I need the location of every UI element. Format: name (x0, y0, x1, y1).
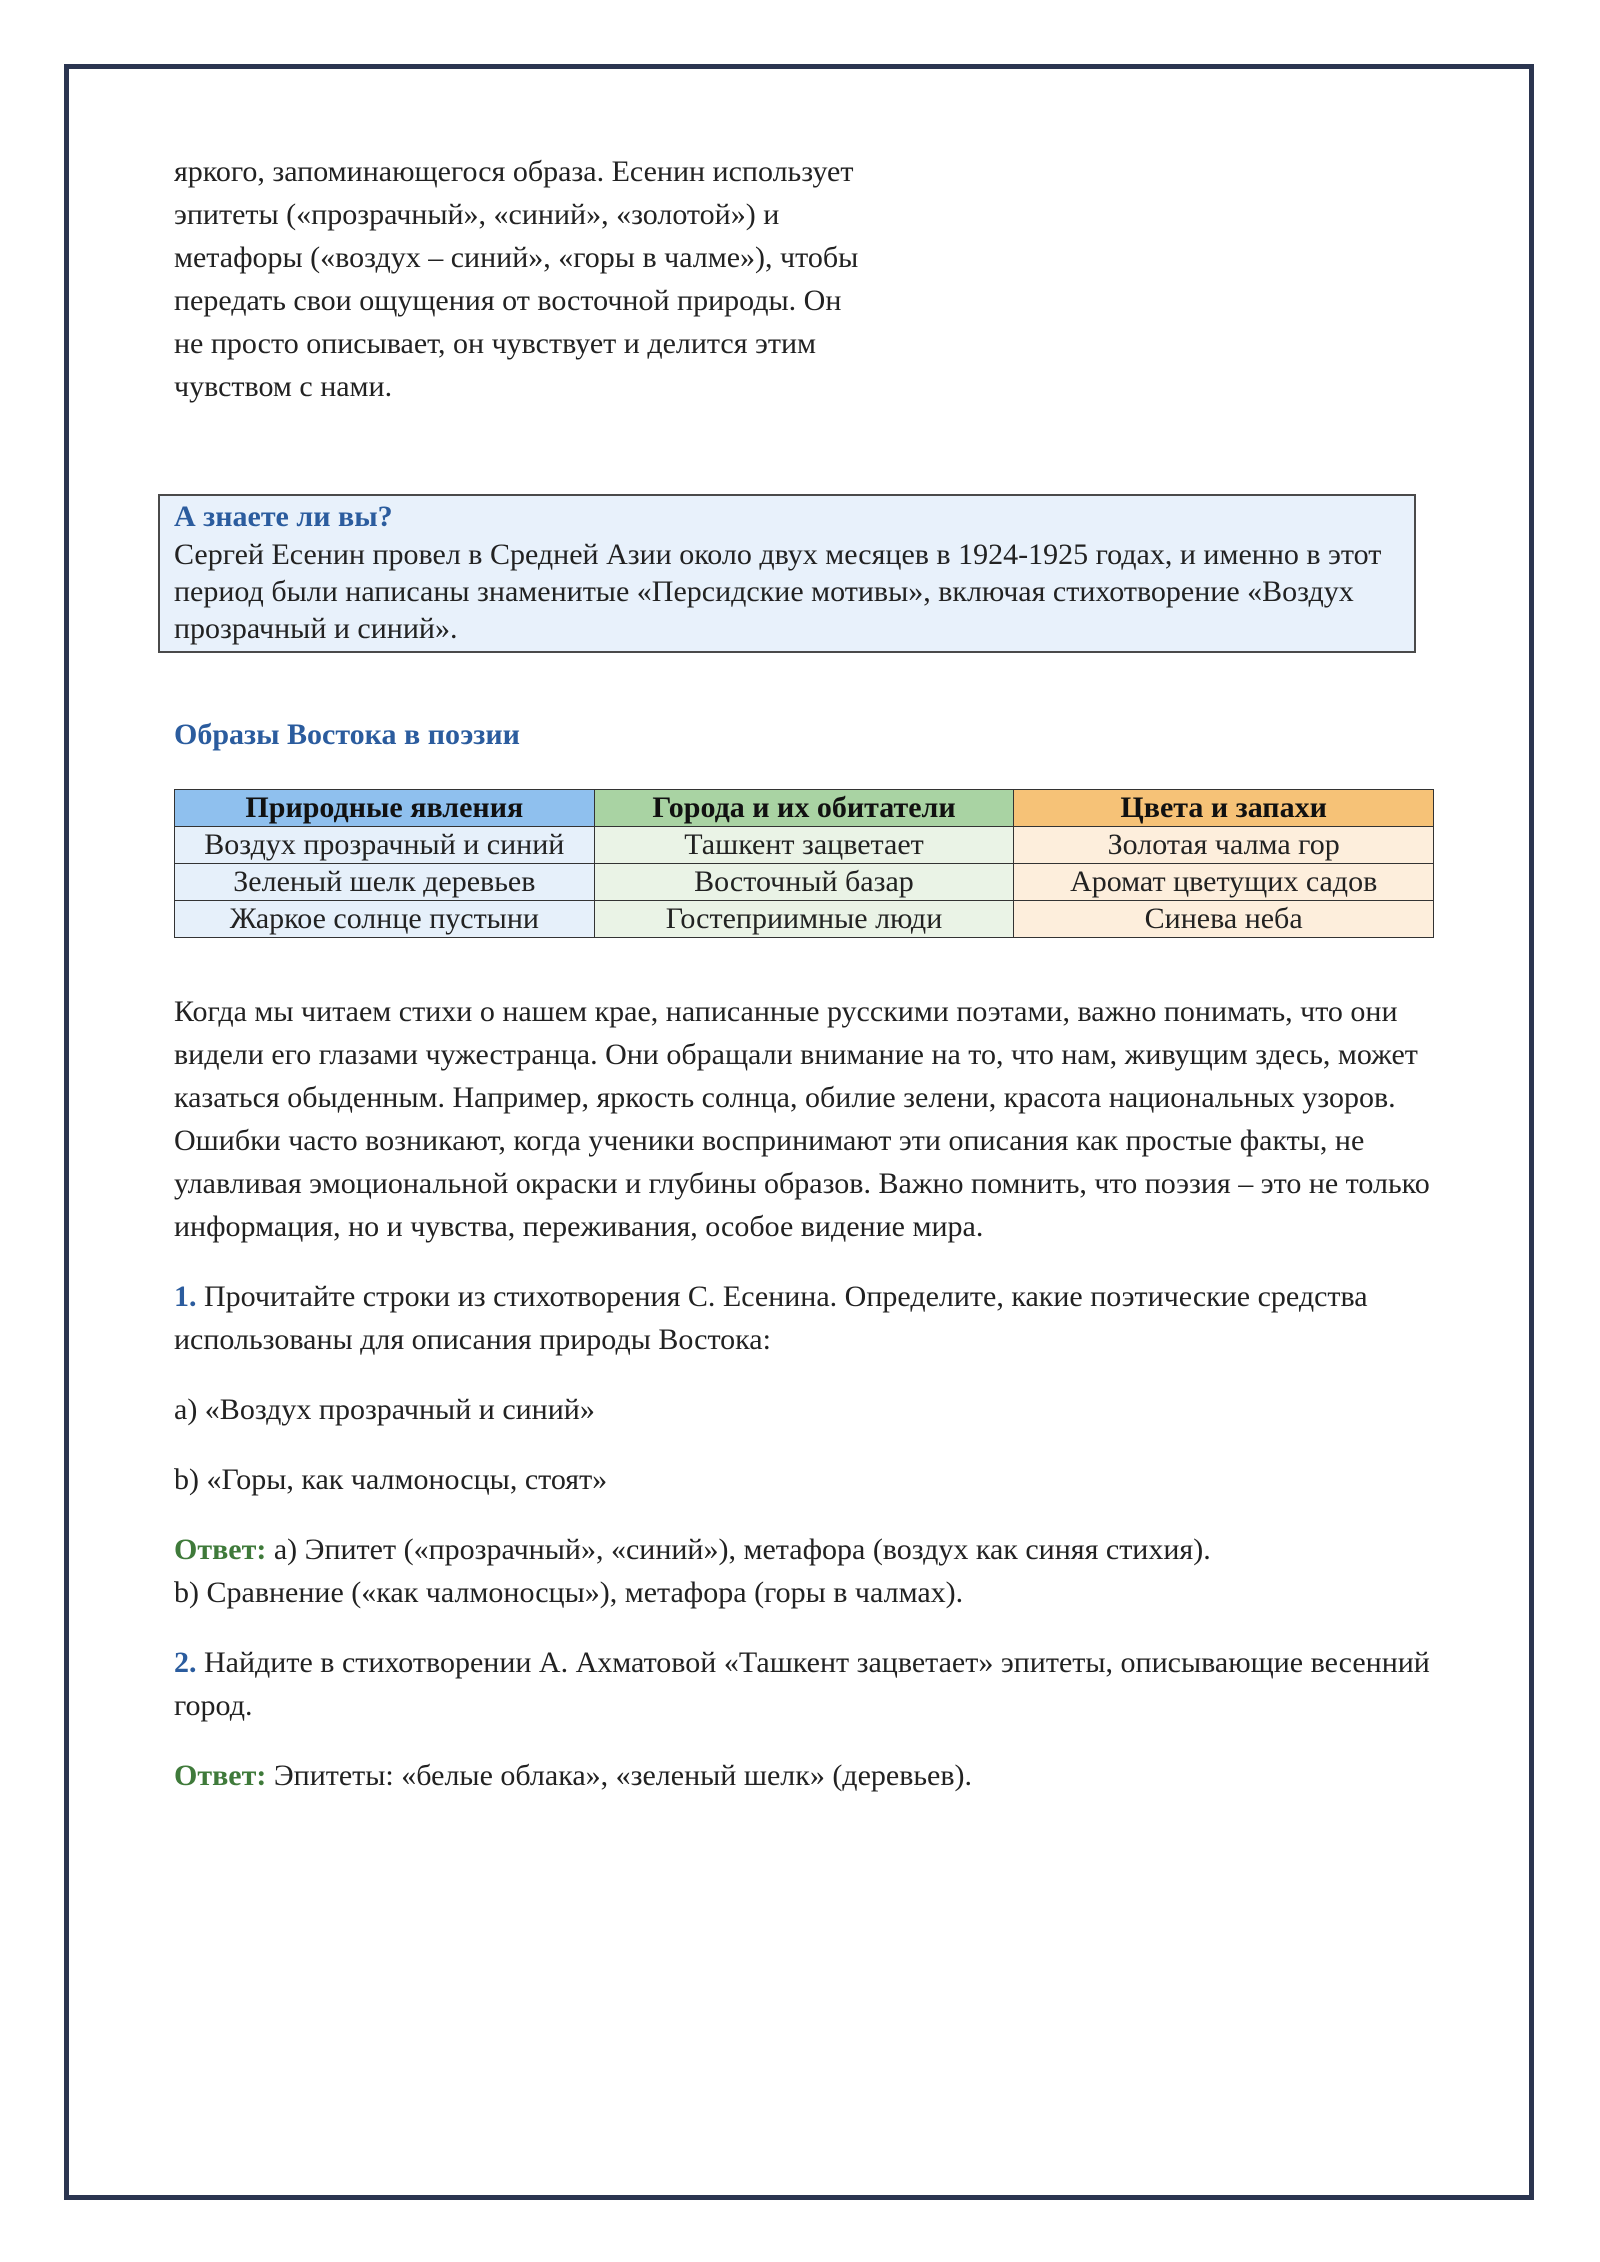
table-cell: Ташкент зацветает (594, 827, 1014, 864)
task-2-answer (174, 1754, 1434, 1797)
table-cell: Аромат цветущих садов (1014, 864, 1434, 901)
intro-line: передать свои ощущения от восточной природы. Он (174, 284, 842, 317)
table-header-row (175, 790, 1434, 827)
task-1-option-b: b) «Горы, как чалмоносцы, стоят» (174, 1463, 608, 1496)
document-content (174, 150, 1434, 1797)
table-row (175, 864, 1434, 901)
table-cell: Восточный базар (594, 864, 1014, 901)
table-row (175, 827, 1434, 864)
header-colors: Цвета и запахи (1014, 790, 1434, 827)
did-you-know-text: Сергей Есенин провел в Средней Азии около двух месяцев в 1924-1925 годах, и именно в этот период были написаны знаменитые «Персидские мотивы», включая стихотворение «Воздух прозрачный и синий». (174, 538, 1382, 645)
task-number: 2. (174, 1646, 197, 1679)
task-number: 1. (174, 1280, 197, 1313)
task-text: Прочитайте строки из стихотворения С. Есенина. Определите, какие поэтические средства использованы для описания природы Востока: (174, 1280, 1368, 1356)
did-you-know-title: А знаете ли вы? (174, 500, 393, 533)
intro-line: эпитеты («прозрачный», «синий», «золотой») и (174, 198, 780, 231)
task-text: Найдите в стихотворении А. Ахматовой «Ташкент зацветает» эпитеты, описывающие весенний город. (174, 1646, 1430, 1722)
answer-text: Эпитеты: «белые облака», «зеленый шелк» (деревьев). (266, 1759, 973, 1792)
intro-line: не просто описывает, он чувствует и делится этим (174, 327, 817, 360)
table-cell: Жаркое солнце пустыни (175, 901, 595, 938)
answer-text: b) Сравнение («как чалмоносцы»), метафора (горы в чалмах). (174, 1576, 964, 1609)
did-you-know-box (158, 494, 1416, 653)
images-table (174, 789, 1434, 938)
table-cell: Золотая чалма гор (1014, 827, 1434, 864)
task-1-option-a: a) «Воздух прозрачный и синий» (174, 1393, 595, 1426)
header-cities: Города и их обитатели (594, 790, 1014, 827)
table-cell: Синева неба (1014, 901, 1434, 938)
table-cell: Гостеприимные люди (594, 901, 1014, 938)
section-title: Образы Востока в поэзии (174, 718, 520, 751)
task-1 (174, 1275, 1434, 1361)
answer-text: a) Эпитет («прозрачный», «синий»), метафора (воздух как синяя стихия). (266, 1533, 1211, 1566)
task-2 (174, 1641, 1434, 1727)
intro-line: чувством с нами. (174, 370, 393, 403)
answer-label: Ответ: (174, 1759, 267, 1792)
answer-label: Ответ: (174, 1533, 267, 1566)
body-paragraph: Когда мы читаем стихи о нашем крае, написанные русскими поэтами, важно понимать, что они видели его глазами чужестранца. Они обращали внимание на то, что нам, живущим здесь, может казаться обыденным. Например, яркость солнца, обилие зелени, красота национальных узоров. Ошибки часто возникают, когда ученики воспринимают эти описания как простые факты, не улавливая эмоциональной окраски и глубины образов. Важно помнить, что поэзия – это не только информация, но и чувства, переживания, особое видение мира. (174, 995, 1430, 1243)
intro-paragraph (174, 150, 934, 408)
table-cell: Воздух прозрачный и синий (175, 827, 595, 864)
intro-line: яркого, запоминающегося образа. Есенин использует (174, 155, 854, 188)
task-1-answer (174, 1528, 1434, 1614)
header-nature: Природные явления (175, 790, 595, 827)
table-row (175, 901, 1434, 938)
intro-line: метафоры («воздух – синий», «горы в чалме»), чтобы (174, 241, 859, 274)
table-cell: Зеленый шелк деревьев (175, 864, 595, 901)
